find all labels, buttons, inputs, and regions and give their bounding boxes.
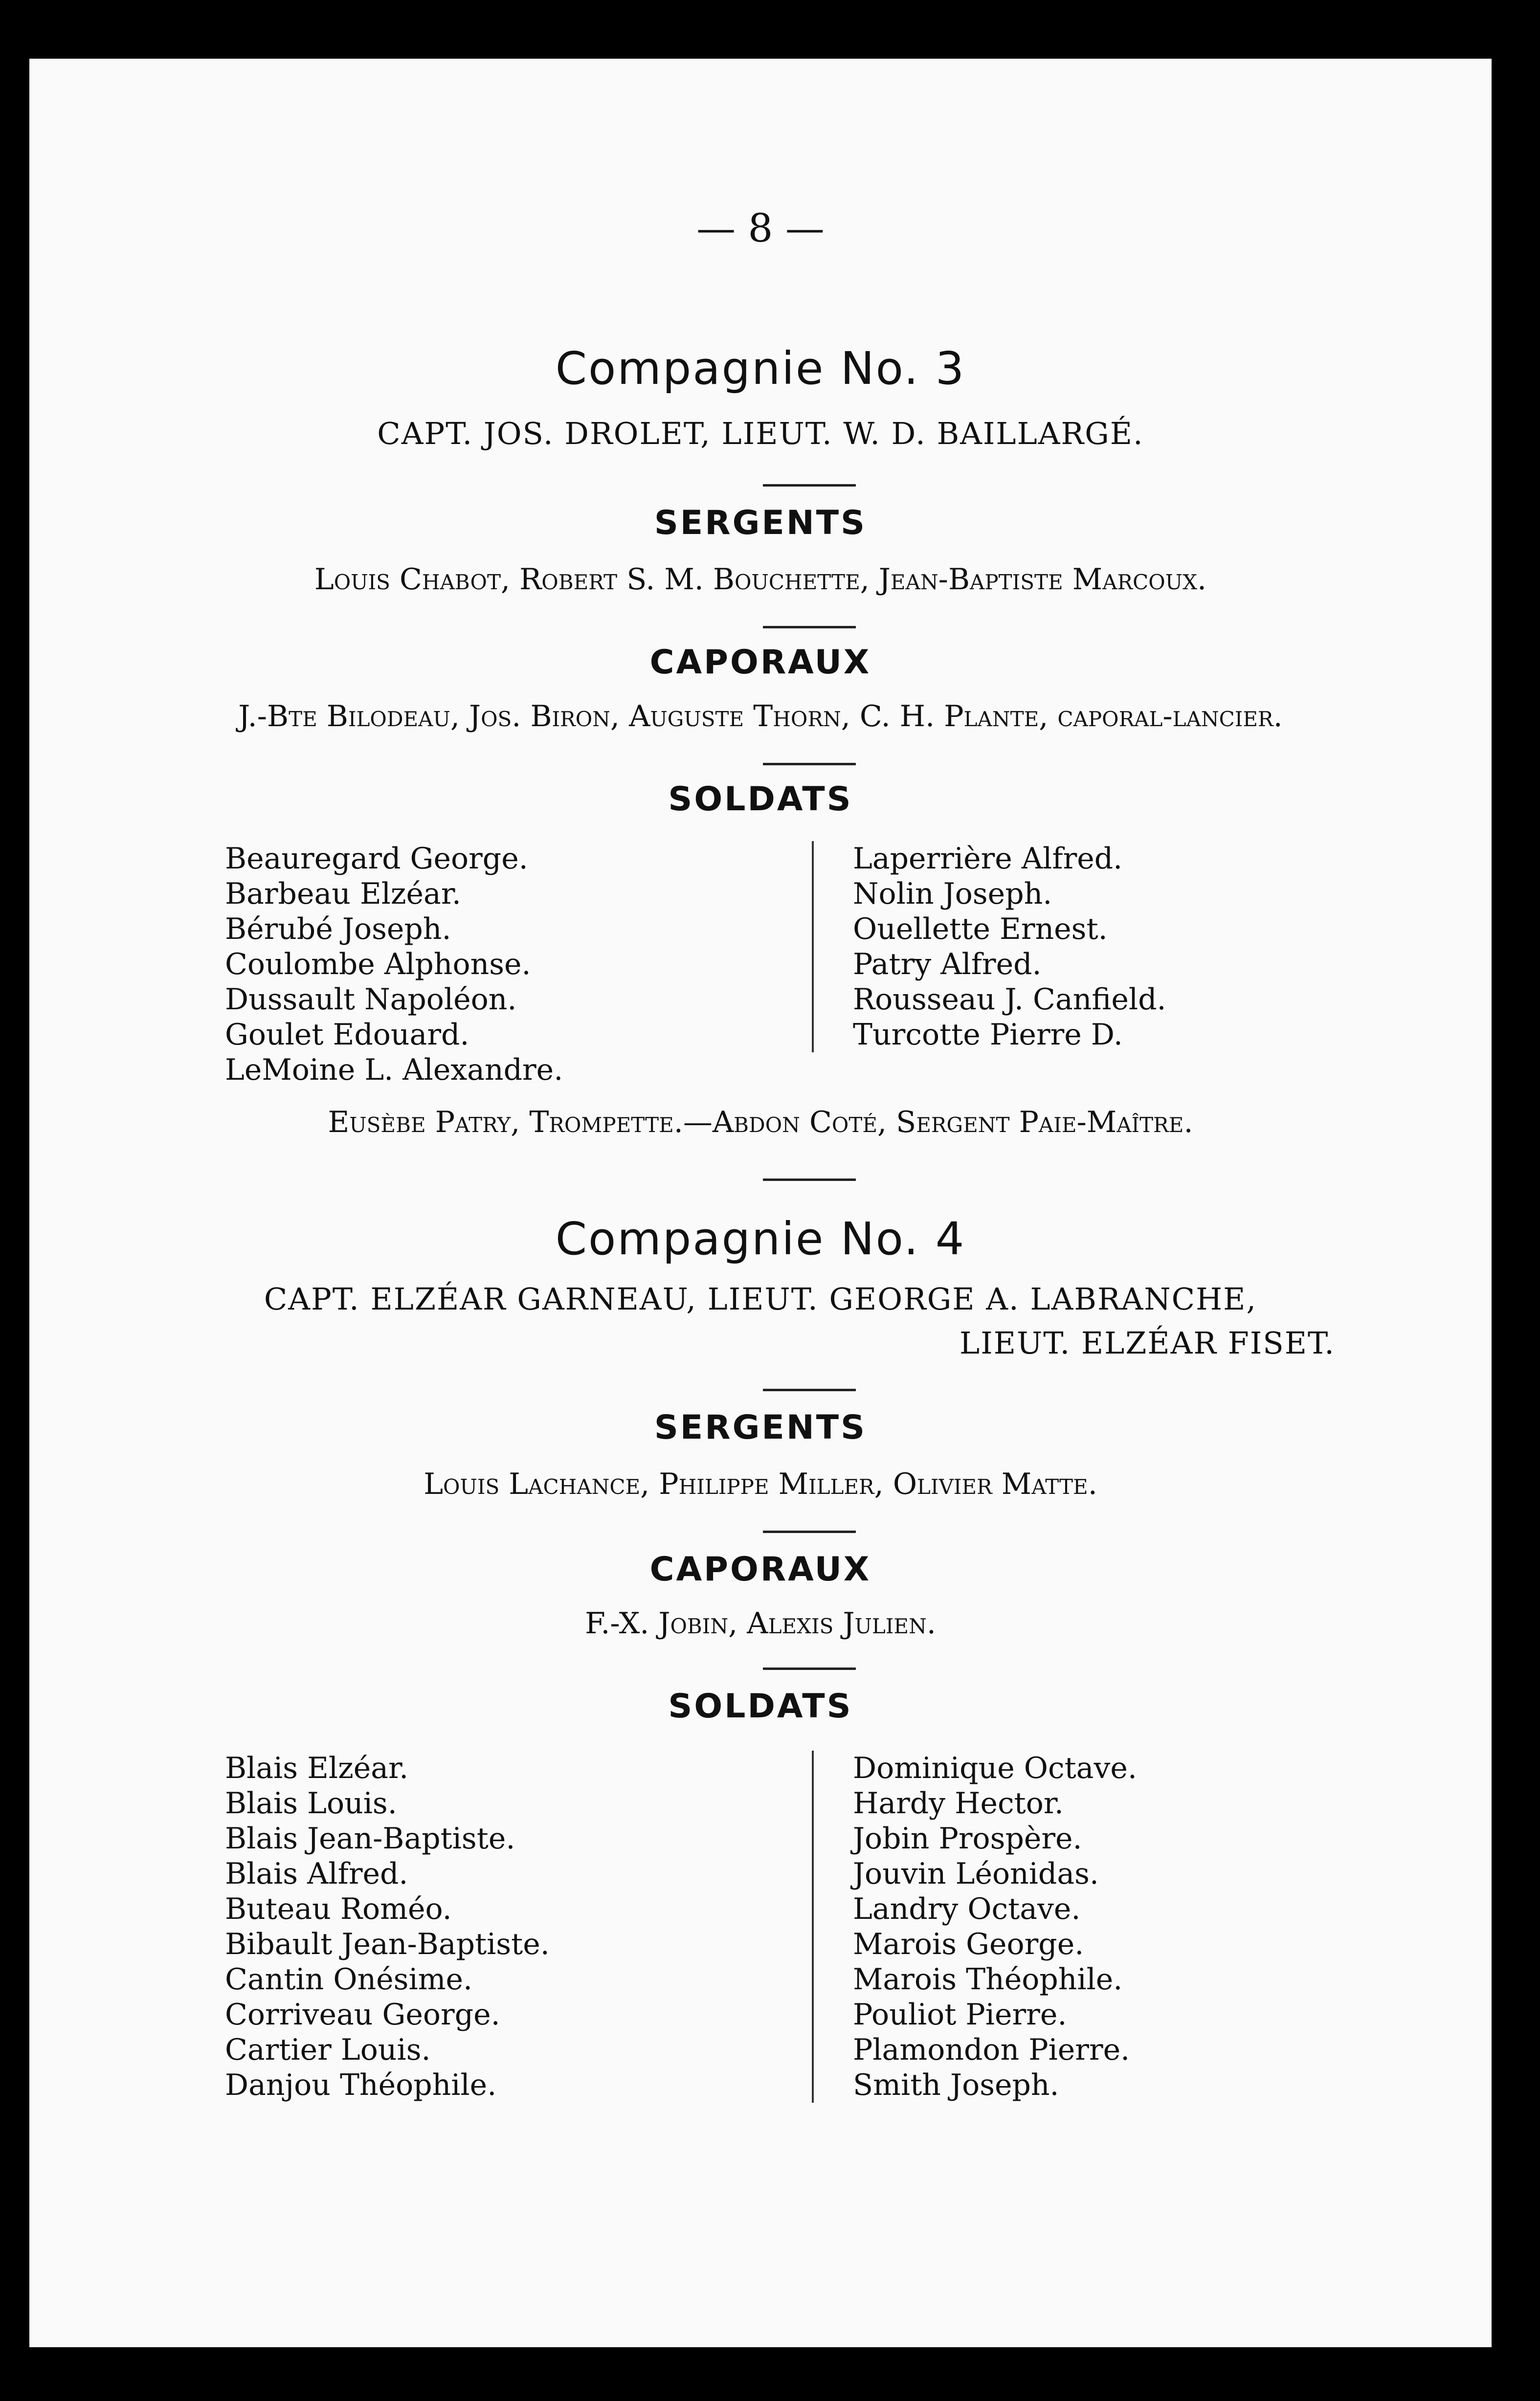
list-item: Jobin Prospère. bbox=[853, 1822, 1082, 1856]
list-item: Pouliot Pierre. bbox=[853, 1998, 1067, 2032]
list-item: Smith Joseph. bbox=[853, 2068, 1059, 2102]
company-4-officers: CAPT. ELZÉAR GARNEAU, LIEUT. GEORGE A. LABRANCHE, bbox=[264, 1281, 1257, 1317]
company-3-caporaux-heading: CAPORAUX bbox=[649, 643, 871, 682]
company-3-sergents: Louis Chabot, Robert S. M. Bouchette, Jean-Baptiste Marcoux. bbox=[314, 562, 1207, 597]
divider bbox=[763, 1178, 856, 1181]
company-4-sergents-heading: SERGENTS bbox=[654, 1408, 867, 1447]
divider bbox=[763, 1531, 856, 1533]
list-item: LeMoine L. Alexandre. bbox=[225, 1053, 563, 1087]
list-item: Bibault Jean-Baptiste. bbox=[225, 1927, 550, 1961]
company-3-sergents-heading: SERGENTS bbox=[654, 504, 867, 542]
list-item: Patry Alfred. bbox=[853, 947, 1042, 981]
divider bbox=[763, 484, 856, 487]
list-item: Turcotte Pierre D. bbox=[853, 1018, 1123, 1052]
company-3-soldats-heading: SOLDATS bbox=[668, 780, 853, 819]
company-4-soldats-heading: SOLDATS bbox=[668, 1687, 853, 1726]
company-3-footer: Eusèbe Patry, Trompette.—Abdon Coté, Sergent Paie-Maître. bbox=[328, 1105, 1193, 1139]
company-3-officers: CAPT. JOS. DROLET, LIEUT. W. D. BAILLARGÉ. bbox=[377, 416, 1144, 451]
list-item: Dussault Napoléon. bbox=[225, 982, 517, 1017]
list-item: Goulet Edouard. bbox=[225, 1018, 469, 1052]
company-3-soldats-right bbox=[812, 841, 1166, 1052]
list-item: Danjou Théophile. bbox=[225, 2068, 497, 2102]
list-item: Marois Théophile. bbox=[853, 1962, 1123, 1997]
company-4-soldats-left bbox=[225, 1751, 550, 2103]
company-3-caporaux: J.-Bte Bilodeau, Jos. Biron, Auguste Thorn, C. H. Plante, caporal-lancier. bbox=[238, 699, 1283, 734]
list-item: Jouvin Léonidas. bbox=[853, 1857, 1099, 1891]
list-item: Cartier Louis. bbox=[225, 2033, 431, 2067]
divider bbox=[763, 1389, 856, 1391]
list-item: Beauregard George. bbox=[225, 842, 528, 876]
company-3-soldats-left bbox=[225, 841, 563, 1088]
list-item: Marois George. bbox=[853, 1927, 1084, 1961]
company-4-caporaux: F.-X. Jobin, Alexis Julien. bbox=[585, 1606, 936, 1641]
company-4-officers-continued: LIEUT. ELZÉAR FISET. bbox=[960, 1325, 1335, 1361]
list-item: Nolin Joseph. bbox=[853, 877, 1052, 911]
list-item: Blais Elzéar. bbox=[225, 1751, 409, 1785]
company-4-caporaux-heading: CAPORAUX bbox=[649, 1550, 871, 1589]
list-item: Plamondon Pierre. bbox=[853, 2033, 1130, 2067]
list-item: Landry Octave. bbox=[853, 1892, 1081, 1926]
list-item: Barbeau Elzéar. bbox=[225, 877, 461, 911]
list-item: Rousseau J. Canfield. bbox=[853, 982, 1166, 1017]
list-item: Bérubé Joseph. bbox=[225, 912, 451, 946]
list-item: Blais Jean-Baptiste. bbox=[225, 1822, 515, 1856]
page-number: — 8 — bbox=[696, 205, 825, 251]
company-4-title: Compagnie No. 4 bbox=[555, 1213, 966, 1265]
list-item: Ouellette Ernest. bbox=[853, 912, 1108, 946]
list-item: Cantin Onésime. bbox=[225, 1962, 473, 1997]
list-item: Hardy Hector. bbox=[853, 1786, 1064, 1821]
divider bbox=[763, 626, 856, 628]
company-4-sergents: Louis Lachance, Philippe Miller, Olivier Matte. bbox=[424, 1467, 1097, 1501]
list-item: Buteau Roméo. bbox=[225, 1892, 452, 1926]
divider bbox=[763, 763, 856, 765]
document-page bbox=[29, 59, 1492, 2347]
list-item: Corriveau George. bbox=[225, 1998, 500, 2032]
list-item: Coulombe Alphonse. bbox=[225, 947, 531, 981]
list-item: Dominique Octave. bbox=[853, 1751, 1137, 1785]
divider bbox=[763, 1667, 856, 1670]
company-3-title: Compagnie No. 3 bbox=[555, 342, 966, 395]
list-item: Blais Alfred. bbox=[225, 1857, 408, 1891]
company-4-soldats-right bbox=[812, 1751, 1137, 2103]
list-item: Laperrière Alfred. bbox=[853, 842, 1123, 876]
list-item: Blais Louis. bbox=[225, 1786, 397, 1821]
